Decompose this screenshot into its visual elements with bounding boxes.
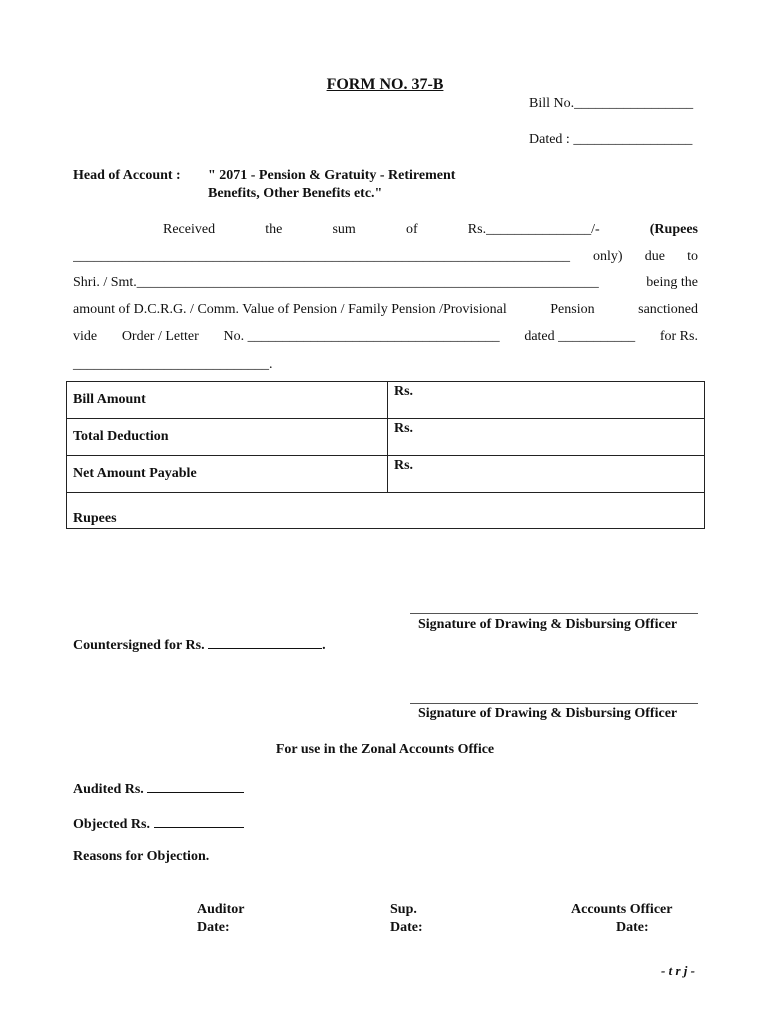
order-date-blank[interactable]: dated ___________ xyxy=(524,329,636,344)
receipt-word: of xyxy=(405,222,418,237)
order-number-blank[interactable]: No. ____________________________________ xyxy=(223,329,500,344)
receipt-word: sum xyxy=(332,222,356,237)
table-row xyxy=(67,382,705,419)
ddo-signature-label: Signature of Drawing & Disbursing Officer xyxy=(418,706,678,721)
form-title: FORM NO. 37-B xyxy=(326,76,444,93)
table-row xyxy=(67,419,705,456)
receipt-line-1 xyxy=(163,222,698,238)
table-row xyxy=(67,456,705,493)
reasons-for-objection-label: Reasons for Objection. xyxy=(73,849,210,864)
ddo-signature-label: Signature of Drawing & Disbursing Officer xyxy=(418,617,678,632)
head-of-account-label: Head of Account : xyxy=(73,168,181,183)
receipt-word: Order / Letter xyxy=(121,329,199,344)
objected-row xyxy=(73,813,244,833)
audited-label: Audited Rs. xyxy=(73,782,144,797)
receipt-word: to xyxy=(687,249,698,264)
rupees-in-words-cell[interactable]: Rupees xyxy=(67,493,705,529)
receipt-word: Received xyxy=(163,222,216,237)
bill-amount-value[interactable]: Rs. xyxy=(388,382,705,419)
net-amount-label: Net Amount Payable xyxy=(67,456,388,493)
countersigned-row: Countersigned for Rs. . xyxy=(73,634,326,654)
receipt-word: (Rupees xyxy=(649,222,698,237)
receipt-line-3 xyxy=(73,275,698,291)
receipt-line-2 xyxy=(73,249,698,265)
audited-row xyxy=(73,778,244,798)
receipt-word: for Rs. xyxy=(659,329,698,344)
signature-line xyxy=(410,703,698,704)
rupees-words-blank[interactable]: _______________________________________________________________________ xyxy=(73,249,570,264)
auditor-label: Auditor xyxy=(197,902,245,917)
receipt-line-5 xyxy=(73,329,698,345)
audited-amount-blank[interactable] xyxy=(147,778,244,793)
receipt-word: sanctioned xyxy=(638,302,698,317)
auditor-date-label: Date: xyxy=(197,920,230,935)
receipt-word: Pension xyxy=(550,302,595,317)
countersigned-amount-blank[interactable] xyxy=(208,634,322,649)
net-amount-value[interactable]: Rs. xyxy=(388,456,705,493)
total-deduction-label: Total Deduction xyxy=(67,419,388,456)
objected-amount-blank[interactable] xyxy=(154,813,244,828)
countersigned-label: Countersigned for Rs. xyxy=(73,638,205,653)
receipt-word: due xyxy=(644,249,665,264)
signature-line xyxy=(410,613,698,614)
head-of-account-value-line1: " 2071 - Pension & Gratuity - Retirement xyxy=(208,168,456,183)
footer-initials: - t r j - xyxy=(661,963,695,978)
amount-blank[interactable]: Rs._______________/- xyxy=(467,222,600,237)
accounts-officer-date-label: Date: xyxy=(616,920,649,935)
receipt-word: amount of D.C.R.G. / Comm. Value of Pension / Family Pension /Provisional xyxy=(73,302,507,317)
supervisor-label: Sup. xyxy=(390,902,417,917)
accounts-officer-label: Accounts Officer xyxy=(571,902,673,917)
objected-label: Objected Rs. xyxy=(73,817,150,832)
receipt-line-4 xyxy=(73,302,698,318)
head-of-account-value-line2: Benefits, Other Benefits etc." xyxy=(208,186,383,201)
amounts-table xyxy=(66,381,705,529)
bill-number-field[interactable]: Bill No._________________ xyxy=(529,96,694,111)
receipt-word: only) xyxy=(593,249,623,264)
total-deduction-value[interactable]: Rs. xyxy=(388,419,705,456)
supervisor-date-label: Date: xyxy=(390,920,423,935)
dated-field[interactable]: Dated : _________________ xyxy=(529,132,693,147)
sanctioned-amount-blank[interactable]: ____________________________. xyxy=(73,357,273,372)
zonal-section-heading: For use in the Zonal Accounts Office xyxy=(275,742,495,757)
pensioner-name-blank[interactable]: Shri. / Smt.__________________________________________________________________ xyxy=(73,275,599,290)
table-row xyxy=(67,493,705,529)
receipt-word: being the xyxy=(646,275,698,290)
receipt-word: the xyxy=(265,222,283,237)
receipt-word: vide xyxy=(73,329,98,344)
bill-amount-label: Bill Amount xyxy=(67,382,388,419)
